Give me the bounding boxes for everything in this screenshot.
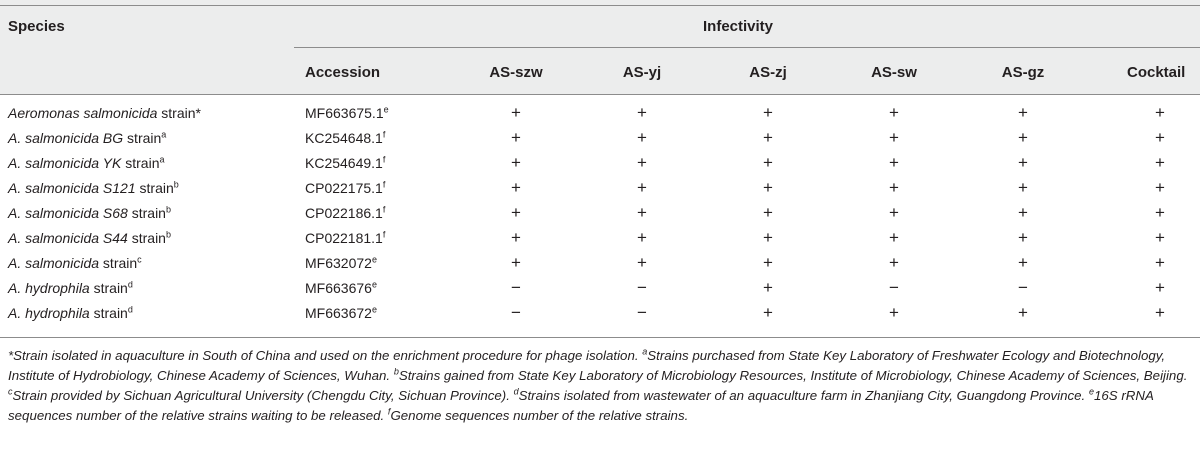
accession-number: KC254648.1 bbox=[305, 130, 383, 146]
species-footnote-mark: a bbox=[161, 129, 167, 140]
infectivity-as-szw-cell: + bbox=[511, 228, 521, 247]
infectivity-as-zj-cell: + bbox=[763, 153, 773, 172]
infectivity-cocktail-cell: + bbox=[1155, 228, 1165, 247]
species-cell bbox=[8, 129, 166, 147]
accession-footnote-mark: f bbox=[382, 229, 386, 240]
infectivity-as-sw-cell: + bbox=[889, 128, 899, 147]
infectivity-cocktail-cell: + bbox=[1155, 203, 1165, 222]
infectivity-as-yj-cell: + bbox=[637, 203, 647, 222]
species-suffix: strain bbox=[135, 180, 174, 196]
top-rule bbox=[0, 5, 1200, 6]
species-cell bbox=[8, 179, 179, 197]
col-header-as-yj: AS-yj bbox=[622, 64, 662, 81]
infectivity-as-yj-cell: + bbox=[637, 128, 647, 147]
infectivity-cocktail-cell: + bbox=[1155, 278, 1165, 297]
species-italic-name: A. hydrophila bbox=[8, 280, 90, 296]
col-header-cocktail: Cocktail bbox=[1127, 64, 1186, 81]
infectivity-as-szw-cell: + bbox=[511, 203, 521, 222]
accession-number: CP022181.1 bbox=[305, 230, 383, 246]
accession-cell bbox=[305, 229, 385, 247]
accession-number: KC254649.1 bbox=[305, 155, 383, 171]
species-cell bbox=[8, 204, 171, 222]
infectivity-as-sw-cell: + bbox=[889, 303, 899, 322]
infectivity-header: Infectivity bbox=[703, 18, 774, 35]
species-footnote-mark: a bbox=[159, 154, 165, 165]
infectivity-as-gz-cell: + bbox=[1018, 228, 1028, 247]
accession-footnote-mark: e bbox=[371, 279, 377, 290]
infectivity-as-gz-cell: + bbox=[1018, 128, 1028, 147]
infectivity-as-szw-cell: − bbox=[511, 278, 521, 297]
species-italic-name: A. salmonicida YK bbox=[8, 155, 122, 171]
infectivity-as-sw-cell: − bbox=[889, 278, 899, 297]
infectivity-as-sw-cell: + bbox=[889, 253, 899, 272]
footnote-mark-e: e bbox=[1088, 386, 1094, 397]
species-suffix: strain bbox=[127, 205, 166, 221]
accession-footnote-mark: e bbox=[383, 104, 389, 115]
accession-footnote-mark: e bbox=[371, 254, 377, 265]
species-suffix: strain* bbox=[157, 105, 201, 121]
footnote-a: Strains purchased from State Key Laboratory of Freshwater Ecology and Biotechnology, Institute of Hydrobiology, Chinese Academy of Sciences, Wuhan. bbox=[8, 348, 1166, 383]
infectivity-cocktail-cell: + bbox=[1155, 178, 1165, 197]
species-cell bbox=[8, 229, 171, 247]
species-footnote-mark: c bbox=[137, 254, 142, 265]
accession-cell bbox=[305, 154, 385, 172]
accession-footnote-mark: f bbox=[382, 204, 386, 215]
species-suffix: strain bbox=[121, 155, 160, 171]
accession-cell bbox=[305, 104, 389, 122]
header-bottom-rule bbox=[0, 94, 1200, 95]
col-header-as-zj: AS-zj bbox=[749, 64, 787, 81]
species-suffix: strain bbox=[89, 280, 128, 296]
infectivity-as-sw-cell: + bbox=[889, 153, 899, 172]
infectivity-as-gz-cell: − bbox=[1018, 278, 1028, 297]
species-suffix: strain bbox=[89, 305, 128, 321]
species-suffix: strain bbox=[127, 230, 166, 246]
infectivity-as-sw-cell: + bbox=[889, 178, 899, 197]
footnote-mark-b: b bbox=[393, 366, 399, 377]
species-italic-name: Aeromonas salmonicida bbox=[8, 105, 158, 121]
species-footnote-mark: d bbox=[127, 304, 133, 315]
accession-cell bbox=[305, 179, 385, 197]
footnote-mark-f: f bbox=[387, 406, 391, 417]
infectivity-as-zj-cell: + bbox=[763, 228, 773, 247]
accession-cell bbox=[305, 304, 377, 322]
species-cell bbox=[8, 254, 142, 272]
infectivity-as-gz-cell: + bbox=[1018, 103, 1028, 122]
infectivity-as-yj-cell: − bbox=[637, 278, 647, 297]
infectivity-as-gz-cell: + bbox=[1018, 203, 1028, 222]
footnote-f: Genome sequences number of the relative strains. bbox=[390, 408, 689, 423]
footnote-mark-c: c bbox=[8, 386, 13, 397]
infectivity-as-zj-cell: + bbox=[763, 128, 773, 147]
accession-number: MF663675.1 bbox=[305, 105, 384, 121]
accession-footnote-mark: f bbox=[382, 154, 386, 165]
species-header: Species bbox=[8, 18, 65, 35]
accession-footnote-mark: e bbox=[371, 304, 377, 315]
infectivity-rule bbox=[294, 47, 1200, 48]
species-cell bbox=[8, 279, 133, 297]
infectivity-as-gz-cell: + bbox=[1018, 178, 1028, 197]
infectivity-as-zj-cell: + bbox=[763, 203, 773, 222]
accession-footnote-mark: f bbox=[382, 129, 386, 140]
table-footnote bbox=[8, 346, 1194, 426]
infectivity-cocktail-cell: + bbox=[1155, 103, 1165, 122]
species-italic-name: A. hydrophila bbox=[8, 305, 90, 321]
accession-number: CP022186.1 bbox=[305, 205, 383, 221]
species-italic-name: A. salmonicida S68 bbox=[8, 205, 128, 221]
infectivity-as-gz-cell: + bbox=[1018, 253, 1028, 272]
infectivity-as-szw-cell: + bbox=[511, 178, 521, 197]
col-header-as-sw: AS-sw bbox=[871, 64, 917, 81]
infectivity-cocktail-cell: + bbox=[1155, 253, 1165, 272]
footnote-d: Strains isolated from wastewater of an aquaculture farm in Zhanjiang City, Guangdong Province. bbox=[518, 388, 1089, 403]
infectivity-as-zj-cell: + bbox=[763, 303, 773, 322]
species-cell bbox=[8, 104, 201, 122]
infectivity-as-zj-cell: + bbox=[763, 278, 773, 297]
infectivity-as-szw-cell: − bbox=[511, 303, 521, 322]
infectivity-as-sw-cell: + bbox=[889, 103, 899, 122]
accession-number: MF663672 bbox=[305, 305, 372, 321]
species-italic-name: A. salmonicida S121 bbox=[8, 180, 136, 196]
infectivity-cocktail-cell: + bbox=[1155, 128, 1165, 147]
infectivity-as-gz-cell: + bbox=[1018, 303, 1028, 322]
col-header-as-szw: AS-szw bbox=[489, 64, 543, 81]
infectivity-as-sw-cell: + bbox=[889, 203, 899, 222]
footnote-mark-a: a bbox=[642, 346, 648, 357]
accession-cell bbox=[305, 204, 385, 222]
infectivity-as-yj-cell: + bbox=[637, 103, 647, 122]
footnote-star: *Strain isolated in aquaculture in South of China and used on the enrichment procedure for phage isolation. bbox=[8, 348, 643, 363]
infectivity-cocktail-cell: + bbox=[1155, 153, 1165, 172]
infectivity-as-gz-cell: + bbox=[1018, 153, 1028, 172]
species-italic-name: A. salmonicida bbox=[8, 255, 100, 271]
accession-number: MF632072 bbox=[305, 255, 372, 271]
species-suffix: strain bbox=[123, 130, 162, 146]
col-header-as-gz: AS-gz bbox=[1001, 64, 1045, 81]
species-italic-name: A. salmonicida S44 bbox=[8, 230, 128, 246]
species-italic-name: A. salmonicida BG bbox=[8, 130, 124, 146]
infectivity-cocktail-cell: + bbox=[1155, 303, 1165, 322]
footnote-c: Strain provided by Sichuan Agricultural University (Chengdu City, Sichuan Province). bbox=[12, 388, 514, 403]
species-footnote-mark: d bbox=[127, 279, 133, 290]
accession-cell bbox=[305, 254, 377, 272]
infectivity-as-szw-cell: + bbox=[511, 253, 521, 272]
species-footnote-mark: b bbox=[173, 179, 179, 190]
infectivity-as-szw-cell: + bbox=[511, 153, 521, 172]
infectivity-as-szw-cell: + bbox=[511, 103, 521, 122]
infectivity-as-yj-cell: + bbox=[637, 253, 647, 272]
infectivity-as-zj-cell: + bbox=[763, 253, 773, 272]
infectivity-as-szw-cell: + bbox=[511, 128, 521, 147]
accession-cell bbox=[305, 279, 377, 297]
infectivity-as-yj-cell: − bbox=[637, 303, 647, 322]
species-cell bbox=[8, 154, 165, 172]
infectivity-as-yj-cell: + bbox=[637, 153, 647, 172]
footnote-mark-d: d bbox=[513, 386, 519, 397]
infectivity-as-yj-cell: + bbox=[637, 178, 647, 197]
col-header-accession: Accession bbox=[305, 64, 381, 81]
species-footnote-mark: b bbox=[165, 204, 171, 215]
accession-footnote-mark: f bbox=[382, 179, 386, 190]
infectivity-as-sw-cell: + bbox=[889, 228, 899, 247]
infectivity-as-zj-cell: + bbox=[763, 103, 773, 122]
footnote-e: 16S rRNA sequences number of the relative strains waiting to be released. bbox=[8, 388, 1154, 423]
accession-cell bbox=[305, 129, 385, 147]
infectivity-as-zj-cell: + bbox=[763, 178, 773, 197]
species-footnote-mark: b bbox=[165, 229, 171, 240]
accession-number: CP022175.1 bbox=[305, 180, 383, 196]
species-suffix: strain bbox=[99, 255, 138, 271]
accession-number: MF663676 bbox=[305, 280, 372, 296]
footnote-b: Strains gained from State Key Laboratory of Microbiology Resources, Institute of Microbiology, Chinese Academy of Sciences, Beijing. bbox=[398, 368, 1188, 383]
infectivity-as-yj-cell: + bbox=[637, 228, 647, 247]
table-bottom-rule bbox=[0, 337, 1200, 338]
species-cell bbox=[8, 304, 133, 322]
